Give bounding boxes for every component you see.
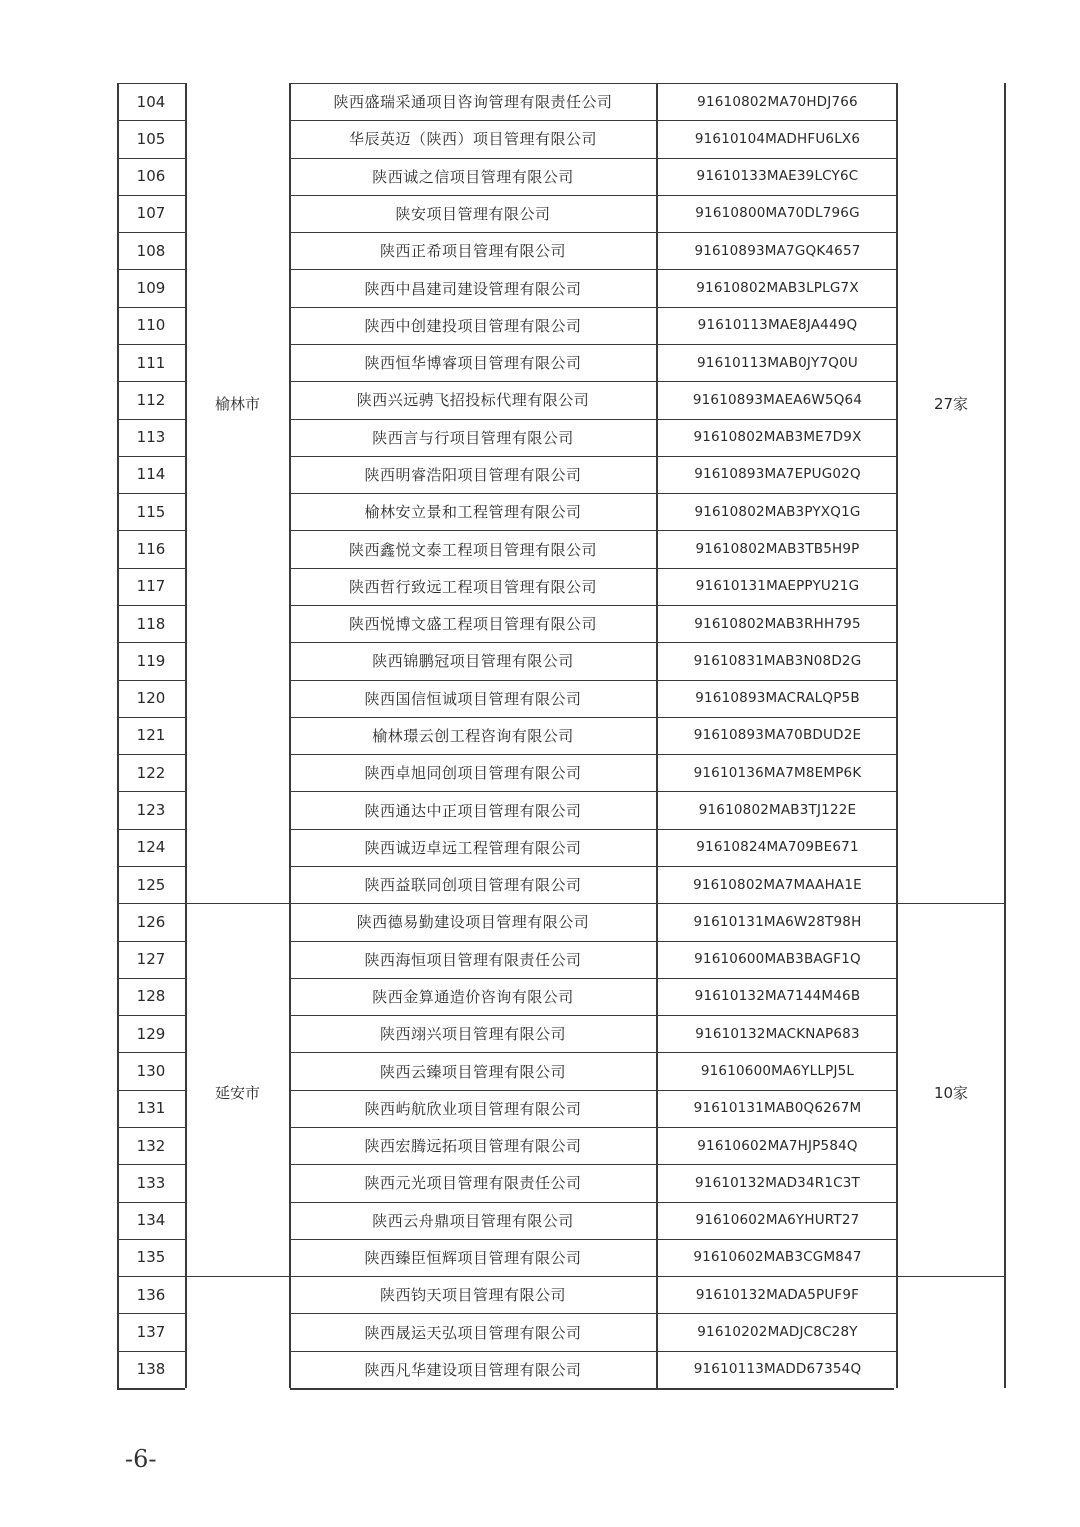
row-number: 107 [136,204,166,223]
row-rule [117,866,185,867]
row-rule [117,419,185,420]
column-rule [289,83,291,1388]
row-number: 136 [136,1285,166,1304]
company-name: 陕西屿航欣业项目管理有限公司 [364,1099,582,1118]
row-rule [117,195,185,196]
row-rule [117,158,185,159]
row-rule [290,344,898,345]
company-name: 陕西宏腾远拓项目管理有限公司 [364,1137,582,1156]
company-name: 榆林安立景和工程管理有限公司 [364,503,582,522]
company-name: 陕西卓旭同创项目管理有限公司 [364,764,582,783]
company-name: 陕安项目管理有限公司 [395,204,551,223]
company-name: 陕西云舟鼎项目管理有限公司 [372,1211,574,1230]
row-rule [117,1239,185,1240]
row-rule [290,419,898,420]
row-rule [117,903,185,904]
credit-code: 91610602MA7HJP584Q [697,1137,858,1154]
row-rule [290,1127,898,1128]
company-name: 陕西诚之信项目管理有限公司 [372,167,574,186]
credit-code: 91610893MACRALQP5B [695,690,860,707]
row-number: 108 [136,241,166,260]
row-number: 114 [136,465,166,484]
row-rule [117,1127,185,1128]
company-name: 陕西晟运天弘项目管理有限公司 [364,1323,582,1342]
count-yanan: 10家 [933,1083,969,1102]
column-rule [656,83,658,1388]
credit-code: 91610802MA70HDJ766 [697,93,858,110]
credit-code: 91610824MA709BE671 [696,839,859,856]
row-number: 129 [136,1024,166,1043]
credit-code: 91610893MA7GQK4657 [694,242,861,259]
row-rule [290,829,898,830]
company-name: 陕西中创建投项目管理有限公司 [364,316,582,335]
company-name: 陕西正希项目管理有限公司 [379,242,566,261]
row-rule [290,1164,898,1165]
company-name: 陕西盛瑞采通项目咨询管理有限责任公司 [333,93,613,112]
row-number: 106 [136,167,166,186]
row-rule [117,344,185,345]
row-number: 105 [136,129,166,148]
row-rule [290,1202,898,1203]
company-name: 陕西鑫悦文泰工程项目管理有限公司 [348,540,597,559]
company-name: 陕西悦博文盛工程项目管理有限公司 [348,615,597,634]
row-rule [290,568,898,569]
row-rule [117,754,185,755]
row-rule [117,680,185,681]
row-rule [117,1090,185,1091]
row-rule [117,493,185,494]
company-name: 陕西元光项目管理有限责任公司 [364,1174,582,1193]
credit-code: 91610893MAEA6W5Q64 [692,391,863,408]
company-name: 陕西钧天项目管理有限公司 [379,1286,566,1305]
row-rule [290,1090,898,1091]
row-rule [117,717,185,718]
group-rule [185,903,290,904]
credit-code: 91610202MADJC8C28Y [697,1324,858,1341]
row-rule [290,1015,898,1016]
row-rule [290,941,898,942]
column-rule [896,83,898,1388]
credit-code: 91610800MA70DL796G [695,205,860,222]
credit-code: 91610600MA6YLLPJ5L [700,1063,855,1080]
company-name: 陕西凡华建设项目管理有限公司 [364,1360,582,1379]
company-name: 陕西德易勤建设项目管理有限公司 [356,913,590,932]
company-name: 陕西锦鹏冠项目管理有限公司 [372,652,574,671]
city-yanan: 延安市 [214,1083,260,1102]
row-rule [290,1351,898,1352]
company-name: 陕西中昌建司建设管理有限公司 [364,279,582,298]
row-number: 104 [136,92,166,111]
credit-code: 91610600MAB3BAGF1Q [694,951,861,968]
row-rule [290,717,898,718]
row-rule [290,120,898,121]
row-number: 130 [136,1062,166,1081]
row-rule [117,642,185,643]
group-rule [897,1276,1005,1277]
credit-code: 91610802MAB3ME7D9X [693,429,862,446]
row-rule [117,456,185,457]
credit-code: 91610893MA70BDUD2E [693,727,862,744]
credit-code: 91610113MADD67354Q [693,1361,862,1378]
row-rule [290,381,898,382]
row-number: 110 [136,316,166,335]
row-number: 122 [136,763,166,782]
row-rule [290,1388,894,1390]
company-name: 陕西翊兴项目管理有限公司 [379,1025,566,1044]
row-number: 125 [136,875,166,894]
company-name: 陕西国信恒诚项目管理有限公司 [364,689,582,708]
row-rule [290,605,898,606]
group-rule [897,903,1005,904]
row-rule [290,158,898,159]
row-rule [117,568,185,569]
company-name: 陕西言与行项目管理有限公司 [372,428,574,447]
row-rule [117,941,185,942]
row-rule [290,232,898,233]
row-rule [290,978,898,979]
row-rule [117,307,185,308]
row-rule [117,1351,185,1352]
company-name: 陕西哲行致远工程项目管理有限公司 [348,577,597,596]
row-rule [290,791,898,792]
credit-code: 91610802MA7MAAHA1E [693,876,862,893]
row-number: 132 [136,1136,166,1155]
row-rule [117,791,185,792]
credit-code: 91610802MAB3RHH795 [694,615,861,632]
row-rule [117,1388,185,1390]
row-number: 127 [136,950,166,969]
row-number: 109 [136,279,166,298]
row-rule [290,1239,898,1240]
credit-code: 91610113MAE8JA449Q [697,317,858,334]
row-rule [117,83,185,84]
row-number: 131 [136,1099,166,1118]
row-rule [290,642,898,643]
credit-code: 91610136MA7M8EMP6K [693,764,862,781]
row-rule [117,530,185,531]
row-number: 135 [136,1248,166,1267]
company-name: 陕西云臻项目管理有限公司 [379,1062,566,1081]
row-rule [290,1276,898,1277]
credit-code: 91610602MAB3CGM847 [693,1249,862,1266]
company-name: 陕西臻臣恒辉项目管理有限公司 [364,1248,582,1267]
column-rule [1004,83,1006,1388]
row-rule [117,381,185,382]
row-number: 119 [136,651,166,670]
company-name: 陕西海恒项目管理有限责任公司 [364,950,582,969]
row-number: 111 [136,353,166,372]
row-number: 112 [136,390,166,409]
row-rule [117,1015,185,1016]
credit-code: 91610131MAEPPYU21G [695,578,860,595]
credit-code: 91610132MA7144M46B [694,988,861,1005]
row-number: 117 [136,577,166,596]
row-rule [290,530,898,531]
company-name: 陕西金算通造价咨询有限公司 [372,987,574,1006]
credit-code: 91610802MAB3TB5H9P [695,541,860,558]
row-rule [290,269,898,270]
row-rule [117,1276,185,1277]
row-number: 137 [136,1323,166,1342]
row-rule [117,1202,185,1203]
row-number: 124 [136,838,166,857]
row-rule [117,1052,185,1053]
credit-code: 91610131MAB0Q6267M [693,1100,862,1117]
row-rule [290,1052,898,1053]
row-rule [117,978,185,979]
row-rule [290,754,898,755]
credit-code: 91610132MAD34R1C3T [694,1174,860,1191]
row-rule [117,1313,185,1314]
credit-code: 91610802MAB3PYXQ1G [694,503,861,520]
row-rule [117,232,185,233]
credit-code: 91610133MAE39LCY6C [696,168,859,185]
credit-code: 91610893MA7EPUG02Q [694,466,861,483]
company-name: 陕西明睿浩阳项目管理有限公司 [364,465,582,484]
row-number: 138 [136,1360,166,1379]
column-rule [117,83,119,1388]
credit-code: 91610132MACKNAP683 [695,1025,860,1042]
credit-code: 91610802MAB3TJ122E [698,802,857,819]
company-name: 陕西益联同创项目管理有限公司 [364,876,582,895]
row-number: 128 [136,987,166,1006]
row-rule [117,120,185,121]
company-name: 华辰英迈（陕西）项目管理有限公司 [348,130,597,149]
group-rule [185,1276,290,1277]
row-number: 123 [136,801,166,820]
company-name: 陕西兴远骋飞招投标代理有限公司 [356,391,590,410]
row-rule [290,493,898,494]
row-number: 120 [136,689,166,708]
company-name: 榆林璟云创工程咨询有限公司 [372,726,574,745]
credit-code: 91610602MA6YHURT27 [695,1212,860,1229]
row-number: 126 [136,912,166,931]
credit-code: 91610831MAB3N08D2G [693,652,862,669]
credit-code: 91610113MAB0JY7Q0U [697,354,858,371]
company-name: 陕西恒华博睿项目管理有限公司 [364,354,582,373]
row-number: 116 [136,540,166,559]
row-number: 115 [136,502,166,521]
row-number: 134 [136,1211,166,1230]
row-rule [117,269,185,270]
row-number: 118 [136,614,166,633]
row-rule [290,83,898,84]
row-rule [117,1164,185,1165]
row-number: 133 [136,1173,166,1192]
row-rule [290,866,898,867]
page-number: -6- [125,1445,157,1473]
row-number: 121 [136,726,166,745]
credit-code: 91610802MAB3LPLG7X [696,280,859,297]
count-yulin: 27家 [933,394,969,413]
row-rule [290,680,898,681]
row-rule [117,829,185,830]
credit-code: 91610131MA6W28T98H [693,913,862,930]
row-rule [290,903,898,904]
company-name: 陕西诚迈卓远工程管理有限公司 [364,838,582,857]
city-yulin: 榆林市 [214,394,260,413]
company-name: 陕西通达中正项目管理有限公司 [364,801,582,820]
credit-code: 91610132MADA5PUF9F [695,1286,860,1303]
row-rule [290,1313,898,1314]
column-rule [185,83,187,1388]
row-rule [290,307,898,308]
row-rule [290,456,898,457]
row-rule [290,195,898,196]
row-rule [117,605,185,606]
credit-code: 91610104MADHFU6LX6 [694,130,861,147]
row-number: 113 [136,428,166,447]
